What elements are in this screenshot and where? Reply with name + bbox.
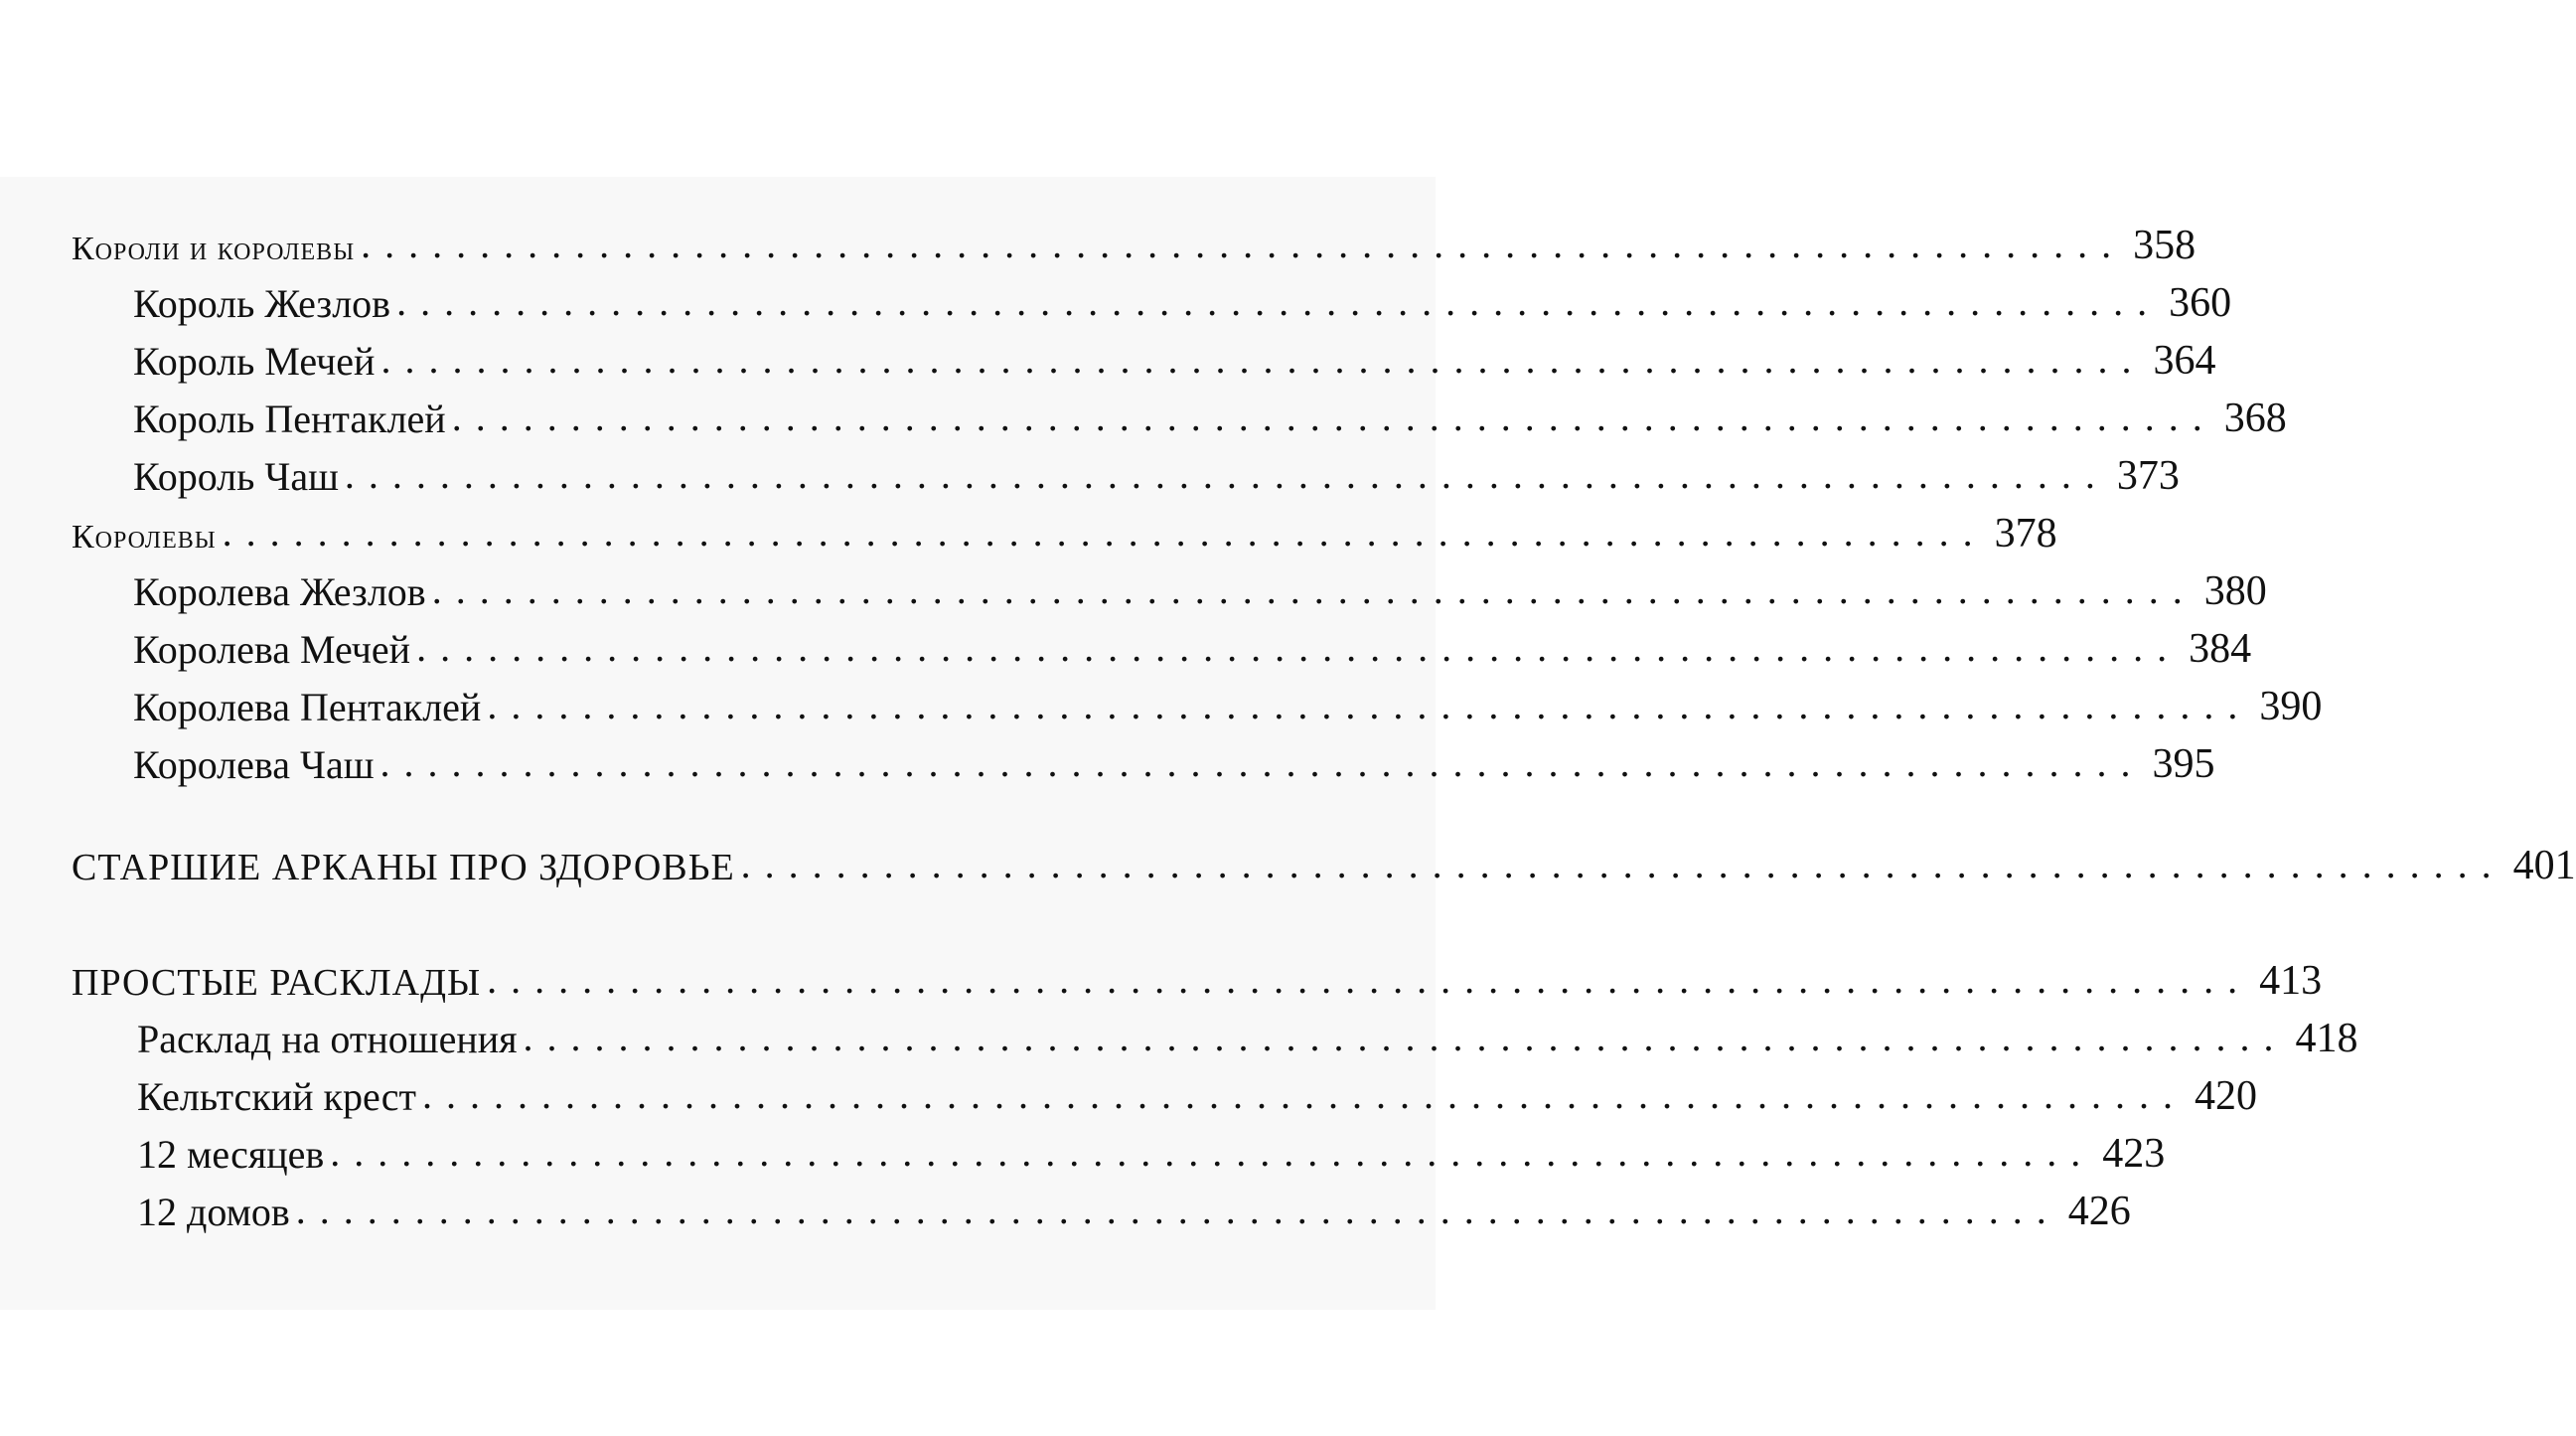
dot-leader: .......................................................................... [523, 1015, 2288, 1059]
toc-entry-title: Король Жезлов [133, 281, 391, 326]
toc-entry-title: Королева Чаш [133, 742, 375, 787]
dot-leader: .......................................................................... [222, 510, 1987, 555]
toc-entry-page: 413 [2259, 958, 2323, 1004]
toc-entry-12-months [72, 1119, 2166, 1177]
toc-entry-page: 380 [2203, 568, 2267, 614]
toc-entry-page: 395 [2152, 741, 2215, 787]
toc-entry-queen-swords [72, 614, 2252, 672]
toc-entry-title: Расклад на отношения [137, 1017, 518, 1061]
toc-entry-page: 378 [1994, 511, 2057, 557]
toc-entry-celtic-cross [72, 1061, 2257, 1119]
toc-entry-title: 12 домов [137, 1190, 290, 1234]
toc-entry-kings-and-queens [72, 211, 2197, 268]
toc-entry-title: Короли и королевы [72, 231, 356, 267]
toc-entry-title: Королева Мечей [133, 627, 411, 672]
dot-leader: .......................................................................... [295, 1188, 2060, 1232]
dot-leader: .......................................................................... [451, 395, 2216, 439]
dot-leader: .......................................................................... [361, 222, 2126, 266]
dot-leader: .......................................................................... [431, 567, 2197, 612]
toc-entry-page: 418 [2295, 1016, 2358, 1061]
toc-entry-king-pentacles [72, 384, 2287, 441]
toc-entry-title: Королева Жезлов [133, 569, 426, 614]
toc-entry-king-cups [72, 441, 2180, 499]
toc-entry-queen-wands [72, 557, 2267, 614]
toc-entry-title: 12 месяцев [137, 1132, 325, 1177]
dot-leader: .......................................................................... [379, 740, 2145, 785]
toc-entry-page: 426 [2067, 1189, 2131, 1234]
toc-entry-title: Кельтский крест [137, 1074, 416, 1119]
toc-entry-queens [72, 499, 2057, 557]
toc-entry-king-swords [72, 326, 2216, 384]
toc-entry-page: 360 [2169, 280, 2232, 326]
dot-leader: .......................................................................... [487, 957, 2252, 1002]
toc-entry-queen-pentacles [72, 672, 2323, 729]
toc-entry-page: 358 [2133, 223, 2197, 268]
dot-leader: .......................................................................... [344, 452, 2109, 497]
dot-leader: .......................................................................... [330, 1130, 2095, 1175]
toc-entry-title: Король Пентаклей [133, 397, 446, 441]
dot-leader: .......................................................................... [416, 625, 2182, 670]
toc-entry-title: Король Мечей [133, 339, 376, 384]
toc-entry-title: Король Чаш [133, 454, 339, 499]
dot-leader: .......................................................................... [487, 683, 2252, 727]
toc-entry-page: 364 [2153, 338, 2216, 384]
dot-leader: .......................................................................... [421, 1072, 2187, 1117]
toc-entry-page: 384 [2189, 626, 2252, 672]
toc-entry-page: 390 [2259, 684, 2323, 729]
toc-entry-12-houses [72, 1177, 2131, 1234]
toc-entry-queen-cups [72, 729, 2215, 787]
toc-entry-page: 423 [2102, 1131, 2166, 1177]
dot-leader: .......................................................................... [740, 842, 2505, 886]
toc-entry-title: Королевы [72, 519, 217, 556]
toc-entry-page: 368 [2223, 396, 2287, 441]
toc-entry-title: ПРОСТЫЕ РАСКЛАДЫ [72, 962, 482, 1004]
toc-entry-page: 401 [2512, 843, 2576, 888]
toc-entry-simple-spreads [72, 946, 2323, 1004]
toc-entry-page: 373 [2116, 453, 2180, 499]
toc-entry-page: 420 [2194, 1073, 2257, 1119]
toc-entry-relationship-spread [72, 1004, 2358, 1061]
dot-leader: .......................................................................... [380, 337, 2146, 382]
toc-entry-major-arcana-health [72, 831, 2576, 888]
toc-entry-title: СТАРШИЕ АРКАНЫ ПРО ЗДОРОВЬЕ [72, 847, 735, 888]
toc-entry-title: Королева Пентаклей [133, 685, 482, 729]
dot-leader: .......................................................................... [396, 279, 2162, 324]
toc-entry-king-wands [72, 268, 2232, 326]
